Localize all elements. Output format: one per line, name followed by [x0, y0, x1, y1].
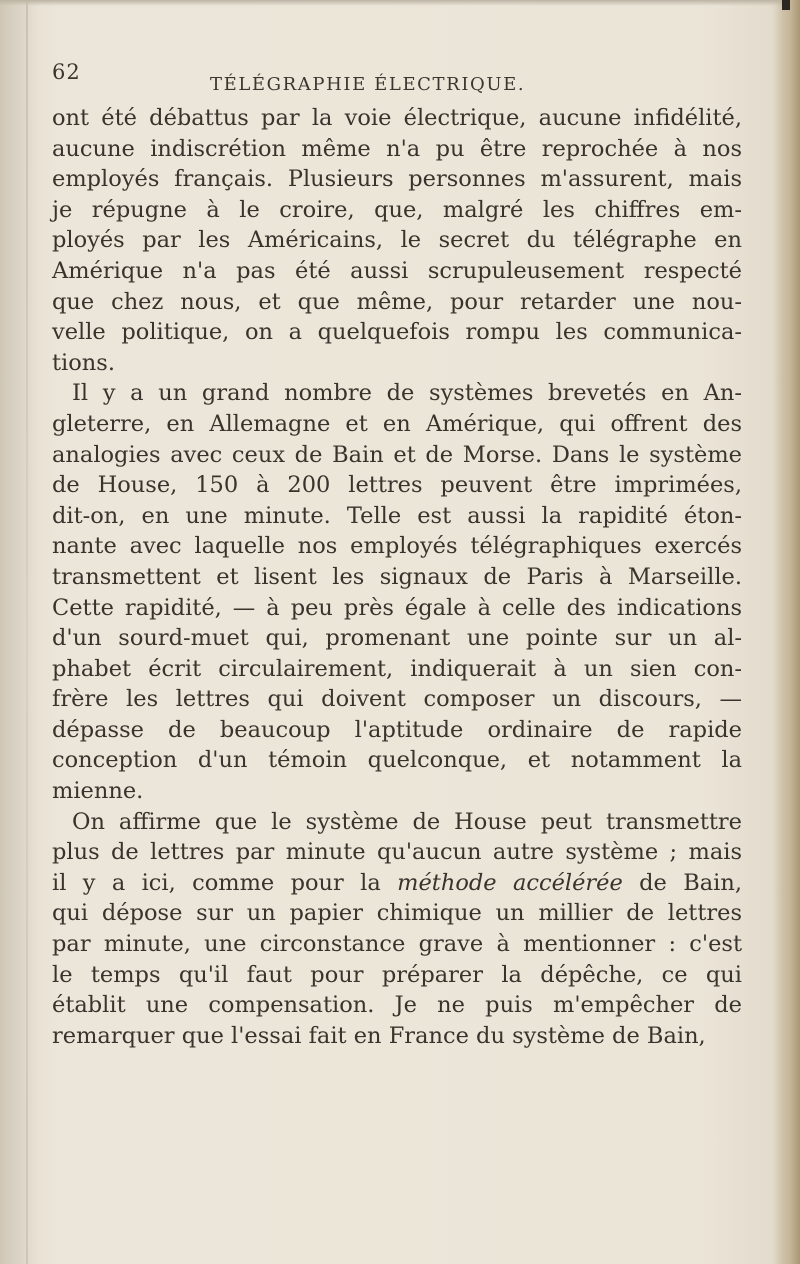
text-line: mienne.: [52, 778, 144, 805]
running-head: TÉLÉGRAPHIE ÉLECTRIQUE.: [210, 74, 526, 95]
text-line: établit une compensation. Je ne puis m'empêcher de: [52, 992, 742, 1019]
emphasized-phrase: méthode accélérée: [397, 869, 623, 896]
text-line: gleterre, en Allemagne et en Amérique, qui offrent des: [52, 410, 742, 437]
text-line: aucune indiscrétion même n'a pu être reprochée à nos: [52, 135, 742, 162]
text-line: employés français. Plusieurs personnes m'assurent, mais: [52, 166, 742, 193]
text-line: que chez nous, et que même, pour retarder une nou-: [52, 288, 742, 315]
text-line-end: de Bain,: [622, 869, 743, 896]
text-line: On affirme que le système de House peut transmettre: [72, 808, 742, 835]
text-line: transmettent et lisent les signaux de Paris à Marseille.: [52, 563, 742, 590]
text-line: d'un sourd-muet qui, promenant une pointe sur un al-: [52, 625, 742, 652]
text-line: par minute, une circonstance grave à mentionner : c'est: [52, 931, 742, 958]
corner-mark: [782, 0, 790, 10]
text-line: je répugne à le croire, que, malgré les chiffres em-: [52, 196, 742, 223]
text-line: ployés par les Américains, le secret du télégraphe en: [52, 227, 742, 254]
text-line: plus de lettres par minute qu'aucun autre système ; mais: [52, 839, 742, 866]
text-line: ont été débattus par la voie électrique, aucune infidélité,: [52, 105, 742, 131]
text-line: de House, 150 à 200 lettres peuvent être imprimées,: [52, 472, 742, 499]
page-edge-shadow: [774, 0, 800, 1264]
text-line: analogies avec ceux de Bain et de Morse. Dans le système: [52, 441, 742, 468]
text-line-start: il y a ici, comme pour la: [52, 869, 381, 896]
body-text: [52, 103, 742, 1051]
page-top-shadow: [0, 0, 800, 6]
text-line: Il y a un grand nombre de systèmes brevetés en An-: [72, 380, 742, 407]
text-line: remarquer que l'essai fait en France du système de Bain,: [52, 1022, 706, 1049]
text-line: nante avec laquelle nos employés télégraphiques exercés: [52, 533, 742, 560]
text-line: Amérique n'a pas été aussi scrupuleusement respecté: [52, 257, 742, 284]
text-line: Cette rapidité, — à peu près égale à celle des indications: [52, 594, 742, 621]
page-number: 62: [52, 60, 81, 84]
binding-shadow: [26, 0, 28, 1264]
text-line: phabet écrit circulairement, indiquerait à un sien con-: [52, 655, 742, 682]
text-line: conception d'un témoin quelconque, et notamment la: [52, 747, 742, 774]
text-line: le temps qu'il faut pour préparer la dépêche, ce qui: [52, 961, 742, 988]
text-line: dit-on, en une minute. Telle est aussi la rapidité éton-: [52, 502, 742, 529]
text-line: velle politique, on a quelquefois rompu les communica-: [52, 319, 742, 346]
text-line: qui dépose sur un papier chimique un millier de lettres: [52, 900, 742, 927]
text-line: tions.: [52, 349, 115, 376]
text-line-with-emphasis: [52, 868, 742, 899]
text-line: dépasse de beaucoup l'aptitude ordinaire de rapide: [52, 716, 742, 743]
text-line: frère les lettres qui doivent composer un discours, —: [52, 686, 742, 713]
